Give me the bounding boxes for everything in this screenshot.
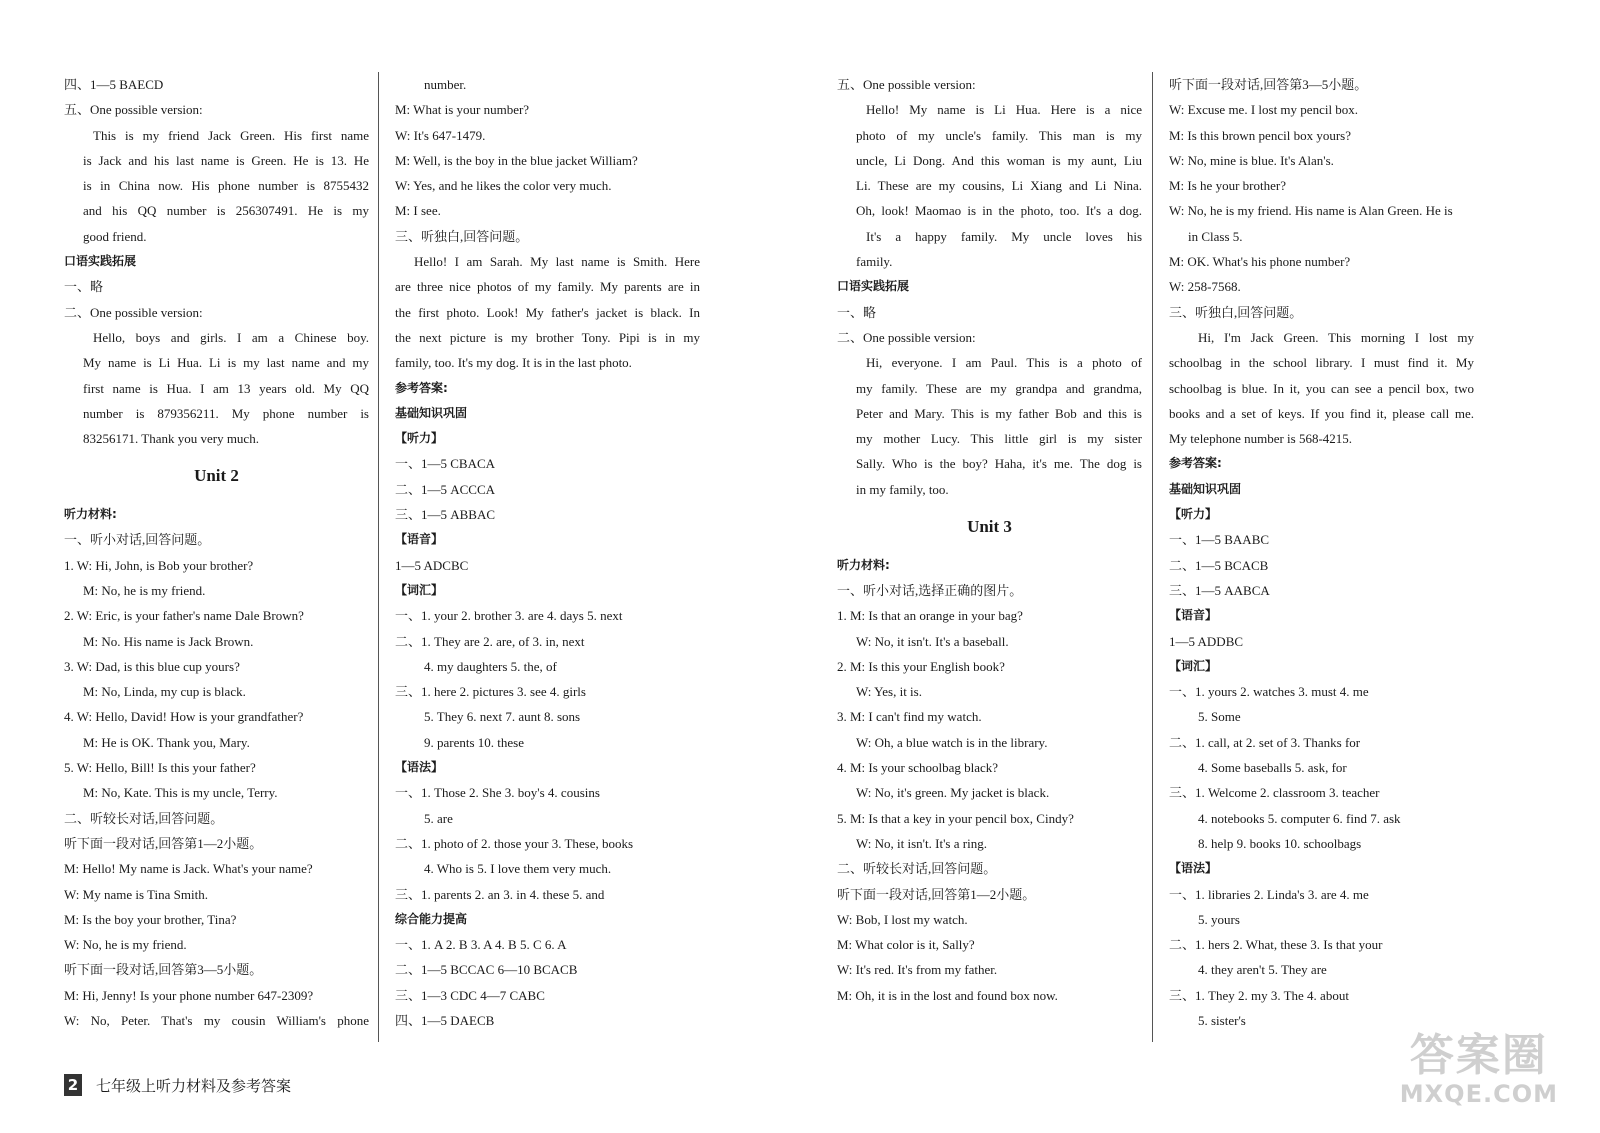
section-heading: 【词汇】 bbox=[395, 582, 444, 597]
text-line: 一、听小对话,选择正确的图片。 bbox=[837, 582, 1023, 598]
text-line: 三、1. Welcome 2. classroom 3. teacher bbox=[1169, 785, 1380, 801]
text-line: is in China now. His phone number is 8755432 bbox=[83, 178, 369, 194]
text-line: 1. M: Is that an orange in your bag? bbox=[837, 608, 1023, 624]
text-line: 5. yours bbox=[1198, 911, 1240, 927]
text-line: 5. W: Hello, Bill! Is this your father? bbox=[64, 760, 256, 776]
text-line: Hello! My name is Li Hua. Here is a nice bbox=[866, 102, 1142, 118]
text-line: 二、1. hers 2. What, these 3. Is that your bbox=[1169, 937, 1383, 953]
text-line: in my family, too. bbox=[856, 481, 949, 497]
section-heading: 【听力】 bbox=[395, 431, 444, 446]
text-line: 一、1—5 BAABC bbox=[1169, 532, 1270, 548]
text-line: 4. M: Is your schoolbag black? bbox=[837, 760, 999, 776]
text-line: M: What color is it, Sally? bbox=[837, 937, 975, 953]
text-line: schoolbag in the school library. I must find it. My bbox=[1169, 355, 1474, 371]
text-line: 听下面一段对话,回答第3—5小题。 bbox=[1169, 77, 1368, 92]
text-line: 二、One possible version: bbox=[64, 304, 203, 320]
text-line: M: Well, is the boy in the blue jacket William? bbox=[395, 152, 638, 168]
text-line: W: 258-7568. bbox=[1169, 279, 1241, 295]
section-heading: 口语实践拓展 bbox=[64, 254, 137, 269]
text-line: 83256171. Thank you very much. bbox=[83, 431, 259, 447]
section-heading: 【语音】 bbox=[1169, 608, 1218, 623]
text-line: Hello! I am Sarah. My last name is Smith. Here bbox=[414, 254, 700, 270]
text-line: books and a set of keys. If you find it, please call me. bbox=[1169, 405, 1474, 421]
text-line: W: Bob, I lost my watch. bbox=[837, 911, 968, 927]
text-line: 5. sister's bbox=[1198, 1012, 1246, 1028]
text-line: 一、听小对话,回答问题。 bbox=[64, 532, 211, 548]
text-line: M: What is your number? bbox=[395, 102, 530, 118]
page-footer bbox=[64, 1073, 291, 1097]
text-line: W: No, Peter. That's my cousin William's phone bbox=[64, 1012, 369, 1028]
text-line: 5. They 6. next 7. aunt 8. sons bbox=[424, 709, 581, 725]
text-line: 5. M: Is that a key in your pencil box, Cindy? bbox=[837, 810, 1074, 826]
text-line: 听下面一段对话,回答第1—2小题。 bbox=[64, 835, 263, 851]
text-line: Sally. Who is the boy? Haha, it's me. The dog is bbox=[856, 456, 1142, 472]
text-line: M: Hi, Jenny! Is your phone number 647-2309? bbox=[64, 987, 314, 1003]
text-line: 5. are bbox=[424, 810, 453, 826]
column-3 bbox=[837, 72, 1142, 1008]
text-line: 二、1—5 ACCCA bbox=[395, 481, 496, 497]
text-line: M: Is this brown pencil box yours? bbox=[1169, 127, 1351, 143]
text-line: 三、1. They 2. my 3. The 4. about bbox=[1169, 987, 1349, 1003]
text-line: M: Hello! My name is Jack. What's your name? bbox=[64, 861, 313, 877]
text-line: W: No, it isn't. It's a ring. bbox=[856, 835, 987, 851]
text-line: M: No, Kate. This is my uncle, Terry. bbox=[83, 785, 278, 801]
watermark-url: MXQE.COM bbox=[1399, 1080, 1558, 1108]
text-line: W: No, mine is blue. It's Alan's. bbox=[1169, 152, 1334, 168]
text-line: Li. These are my cousins, Li Xiang and Li Nina. bbox=[856, 178, 1142, 194]
text-line: 2. W: Eric, is your father's name Dale Brown? bbox=[64, 608, 304, 624]
watermark-text: 答案圈 bbox=[1409, 1030, 1548, 1081]
text-line: 四、1—5 DAECB bbox=[395, 1012, 495, 1028]
text-line: 1—5 ADCBC bbox=[395, 557, 469, 573]
text-line: M: No, Linda, my cup is black. bbox=[83, 684, 246, 700]
text-line: 三、1. parents 2. an 3. in 4. these 5. and bbox=[395, 886, 605, 902]
section-heading: 参考答案: bbox=[1169, 456, 1222, 471]
text-line: 9. parents 10. these bbox=[424, 734, 525, 750]
text-line: photo of my uncle's family. This man is my bbox=[856, 127, 1142, 143]
column-2 bbox=[395, 72, 700, 1033]
text-line: in Class 5. bbox=[1188, 228, 1243, 244]
text-line: 一、略 bbox=[64, 279, 104, 295]
text-line: 听下面一段对话,回答第3—5小题。 bbox=[64, 962, 263, 978]
text-line: 二、1. call, at 2. set of 3. Thanks for bbox=[1169, 734, 1361, 750]
text-line: 一、1. your 2. brother 3. are 4. days 5. next bbox=[395, 608, 623, 624]
footer-title: 七年级上听力材料及参考答案 bbox=[96, 1076, 292, 1095]
text-line: 听下面一段对话,回答第1—2小题。 bbox=[837, 886, 1036, 902]
text-line: 三、听独白,回答问题。 bbox=[395, 228, 529, 244]
text-line: 4. notebooks 5. computer 6. find 7. ask bbox=[1198, 810, 1401, 826]
section-heading: 【语法】 bbox=[395, 760, 444, 775]
page-number: 2 bbox=[64, 1074, 82, 1096]
text-line: 4. Some baseballs 5. ask, for bbox=[1198, 760, 1347, 776]
text-line: 三、1. here 2. pictures 3. see 4. girls bbox=[395, 684, 586, 700]
text-line: and his QQ number is 256307491. He is my bbox=[83, 203, 369, 219]
text-line: 一、1. A 2. B 3. A 4. B 5. C 6. A bbox=[395, 937, 567, 953]
text-line: family, too. It's my dog. It is in the last photo. bbox=[395, 355, 632, 371]
text-line: 4. W: Hello, David! How is your grandfather? bbox=[64, 709, 304, 725]
text-line: 一、1—5 CBACA bbox=[395, 456, 496, 472]
text-line: W: Yes, it is. bbox=[856, 684, 922, 700]
text-line: 二、1. photo of 2. those your 3. These, books bbox=[395, 835, 634, 851]
text-line: number. bbox=[424, 77, 467, 92]
text-line: It's a happy family. My uncle loves his bbox=[866, 228, 1142, 244]
text-line: W: No, he is my friend. His name is Alan Green. He is bbox=[1169, 203, 1453, 219]
section-heading: 综合能力提高 bbox=[395, 911, 468, 926]
text-line: 二、1. They are 2. are, of 3. in, next bbox=[395, 633, 585, 649]
text-line: W: Excuse me. I lost my pencil box. bbox=[1169, 102, 1359, 118]
section-heading: 【语法】 bbox=[1169, 861, 1218, 876]
text-line: M: No, he is my friend. bbox=[83, 582, 206, 598]
text-line: uncle, Li Dong. And this woman is my aunt, Liu bbox=[856, 152, 1142, 168]
text-line: the first photo. Look! My father's jacket is black. In bbox=[395, 304, 700, 320]
text-line: 五、One possible version: bbox=[837, 77, 976, 92]
text-line: first name is Hua. I am 13 years old. My QQ bbox=[83, 380, 369, 396]
text-line: 三、听独白,回答问题。 bbox=[1169, 304, 1303, 320]
text-line: 三、1—5 ABBAC bbox=[395, 507, 496, 523]
text-line: 4. they aren't 5. They are bbox=[1198, 962, 1327, 978]
text-line: 3. M: I can't find my watch. bbox=[837, 709, 982, 725]
text-line: 一、1. Those 2. She 3. boy's 4. cousins bbox=[395, 785, 600, 801]
section-heading: 基础知识巩固 bbox=[1169, 481, 1242, 496]
section-heading: 【听力】 bbox=[1169, 507, 1218, 522]
text-line: family. bbox=[856, 254, 893, 270]
text-line: M: He is OK. Thank you, Mary. bbox=[83, 734, 250, 750]
section-heading: 听力材料: bbox=[64, 507, 117, 522]
text-line: My name is Li Hua. Li is my last name and my bbox=[83, 355, 369, 371]
section-heading: 参考答案: bbox=[395, 380, 448, 395]
text-line: W: No, it isn't. It's a baseball. bbox=[856, 633, 1009, 649]
text-line: number is 879356211. My phone number is bbox=[83, 405, 369, 421]
section-heading: 基础知识巩固 bbox=[395, 405, 468, 420]
text-line: W: Yes, and he likes the color very much. bbox=[395, 178, 612, 194]
text-line: M: Is he your brother? bbox=[1169, 178, 1286, 194]
text-line: Peter and Mary. This is my father Bob and this is bbox=[856, 405, 1142, 421]
text-line: M: Oh, it is in the lost and found box now. bbox=[837, 987, 1058, 1003]
text-line: Hi, I'm Jack Green. This morning I lost my bbox=[1198, 329, 1474, 345]
text-line: Oh, look! Maomao is in the photo, too. It's a dog. bbox=[856, 203, 1142, 219]
text-line: M: OK. What's his phone number? bbox=[1169, 254, 1351, 270]
text-line: 2. M: Is this your English book? bbox=[837, 658, 1005, 674]
section-heading: 【词汇】 bbox=[1169, 658, 1218, 673]
text-line: my mother Lucy. This little girl is my sister bbox=[856, 431, 1142, 447]
text-line: Hello, boys and girls. I am a Chinese boy. bbox=[93, 329, 369, 345]
text-line: 五、One possible version: bbox=[64, 102, 203, 118]
text-line: Hi, everyone. I am Paul. This is a photo of bbox=[866, 355, 1142, 371]
column-4 bbox=[1169, 72, 1474, 1033]
text-line: 二、One possible version: bbox=[837, 329, 976, 345]
text-line: W: Oh, a blue watch is in the library. bbox=[856, 734, 1048, 750]
column-1 bbox=[64, 72, 369, 1033]
text-line: W: My name is Tina Smith. bbox=[64, 886, 208, 902]
text-line: 1. W: Hi, John, is Bob your brother? bbox=[64, 557, 254, 573]
text-line: 一、1. yours 2. watches 3. must 4. me bbox=[1169, 684, 1369, 700]
text-line: W: No, it's green. My jacket is black. bbox=[856, 785, 1050, 801]
text-line: 二、1—5 BCACB bbox=[1169, 557, 1269, 573]
unit-heading: Unit 2 bbox=[194, 466, 239, 486]
text-line: 四、1—5 BAECD bbox=[64, 77, 164, 92]
text-line: my family. These are my grandpa and grandma, bbox=[856, 380, 1142, 396]
text-line: M: I see. bbox=[395, 203, 441, 219]
text-line: 4. Who is 5. I love them very much. bbox=[424, 861, 612, 877]
text-line: W: It's red. It's from my father. bbox=[837, 962, 998, 978]
text-line: are three nice photos of my family. My parents are in bbox=[395, 279, 700, 295]
text-line: 二、听较长对话,回答问题。 bbox=[64, 810, 224, 826]
section-heading: 听力材料: bbox=[837, 557, 890, 572]
text-line: is Jack and his last name is Green. He is 13. He bbox=[83, 152, 369, 168]
text-line: 三、1—3 CDC 4—7 CABC bbox=[395, 987, 545, 1003]
text-line: My telephone number is 568-4215. bbox=[1169, 431, 1353, 447]
text-line: the next picture is my brother Tony. Pipi is in my bbox=[395, 329, 700, 345]
text-line: 5. Some bbox=[1198, 709, 1241, 725]
text-line: 3. W: Dad, is this blue cup yours? bbox=[64, 658, 240, 674]
section-heading: 口语实践拓展 bbox=[837, 279, 910, 294]
column-divider bbox=[1152, 72, 1153, 1042]
watermark-logo bbox=[1400, 1030, 1558, 1106]
unit-heading: Unit 3 bbox=[967, 517, 1012, 537]
text-line: This is my friend Jack Green. His first name bbox=[93, 127, 369, 143]
text-line: 二、1—5 BCCAC 6—10 BCACB bbox=[395, 962, 578, 978]
text-line: 1—5 ADDBC bbox=[1169, 633, 1244, 649]
text-line: 三、1—5 AABCA bbox=[1169, 582, 1270, 598]
text-line: 二、听较长对话,回答问题。 bbox=[837, 861, 997, 877]
text-line: 一、略 bbox=[837, 304, 877, 320]
text-line: M: No. His name is Jack Brown. bbox=[83, 633, 254, 649]
column-divider bbox=[378, 72, 379, 1042]
text-line: 一、1. libraries 2. Linda's 3. are 4. me bbox=[1169, 886, 1369, 902]
text-line: 4. my daughters 5. the, of bbox=[424, 658, 557, 674]
text-line: 8. help 9. books 10. schoolbags bbox=[1198, 835, 1362, 851]
section-heading: 【语音】 bbox=[395, 532, 444, 547]
text-line: W: It's 647-1479. bbox=[395, 127, 486, 143]
text-line: schoolbag is blue. In it, you can see a pencil box, two bbox=[1169, 380, 1474, 396]
text-line: M: Is the boy your brother, Tina? bbox=[64, 911, 237, 927]
text-line: W: No, he is my friend. bbox=[64, 937, 187, 953]
text-line: good friend. bbox=[83, 228, 147, 244]
